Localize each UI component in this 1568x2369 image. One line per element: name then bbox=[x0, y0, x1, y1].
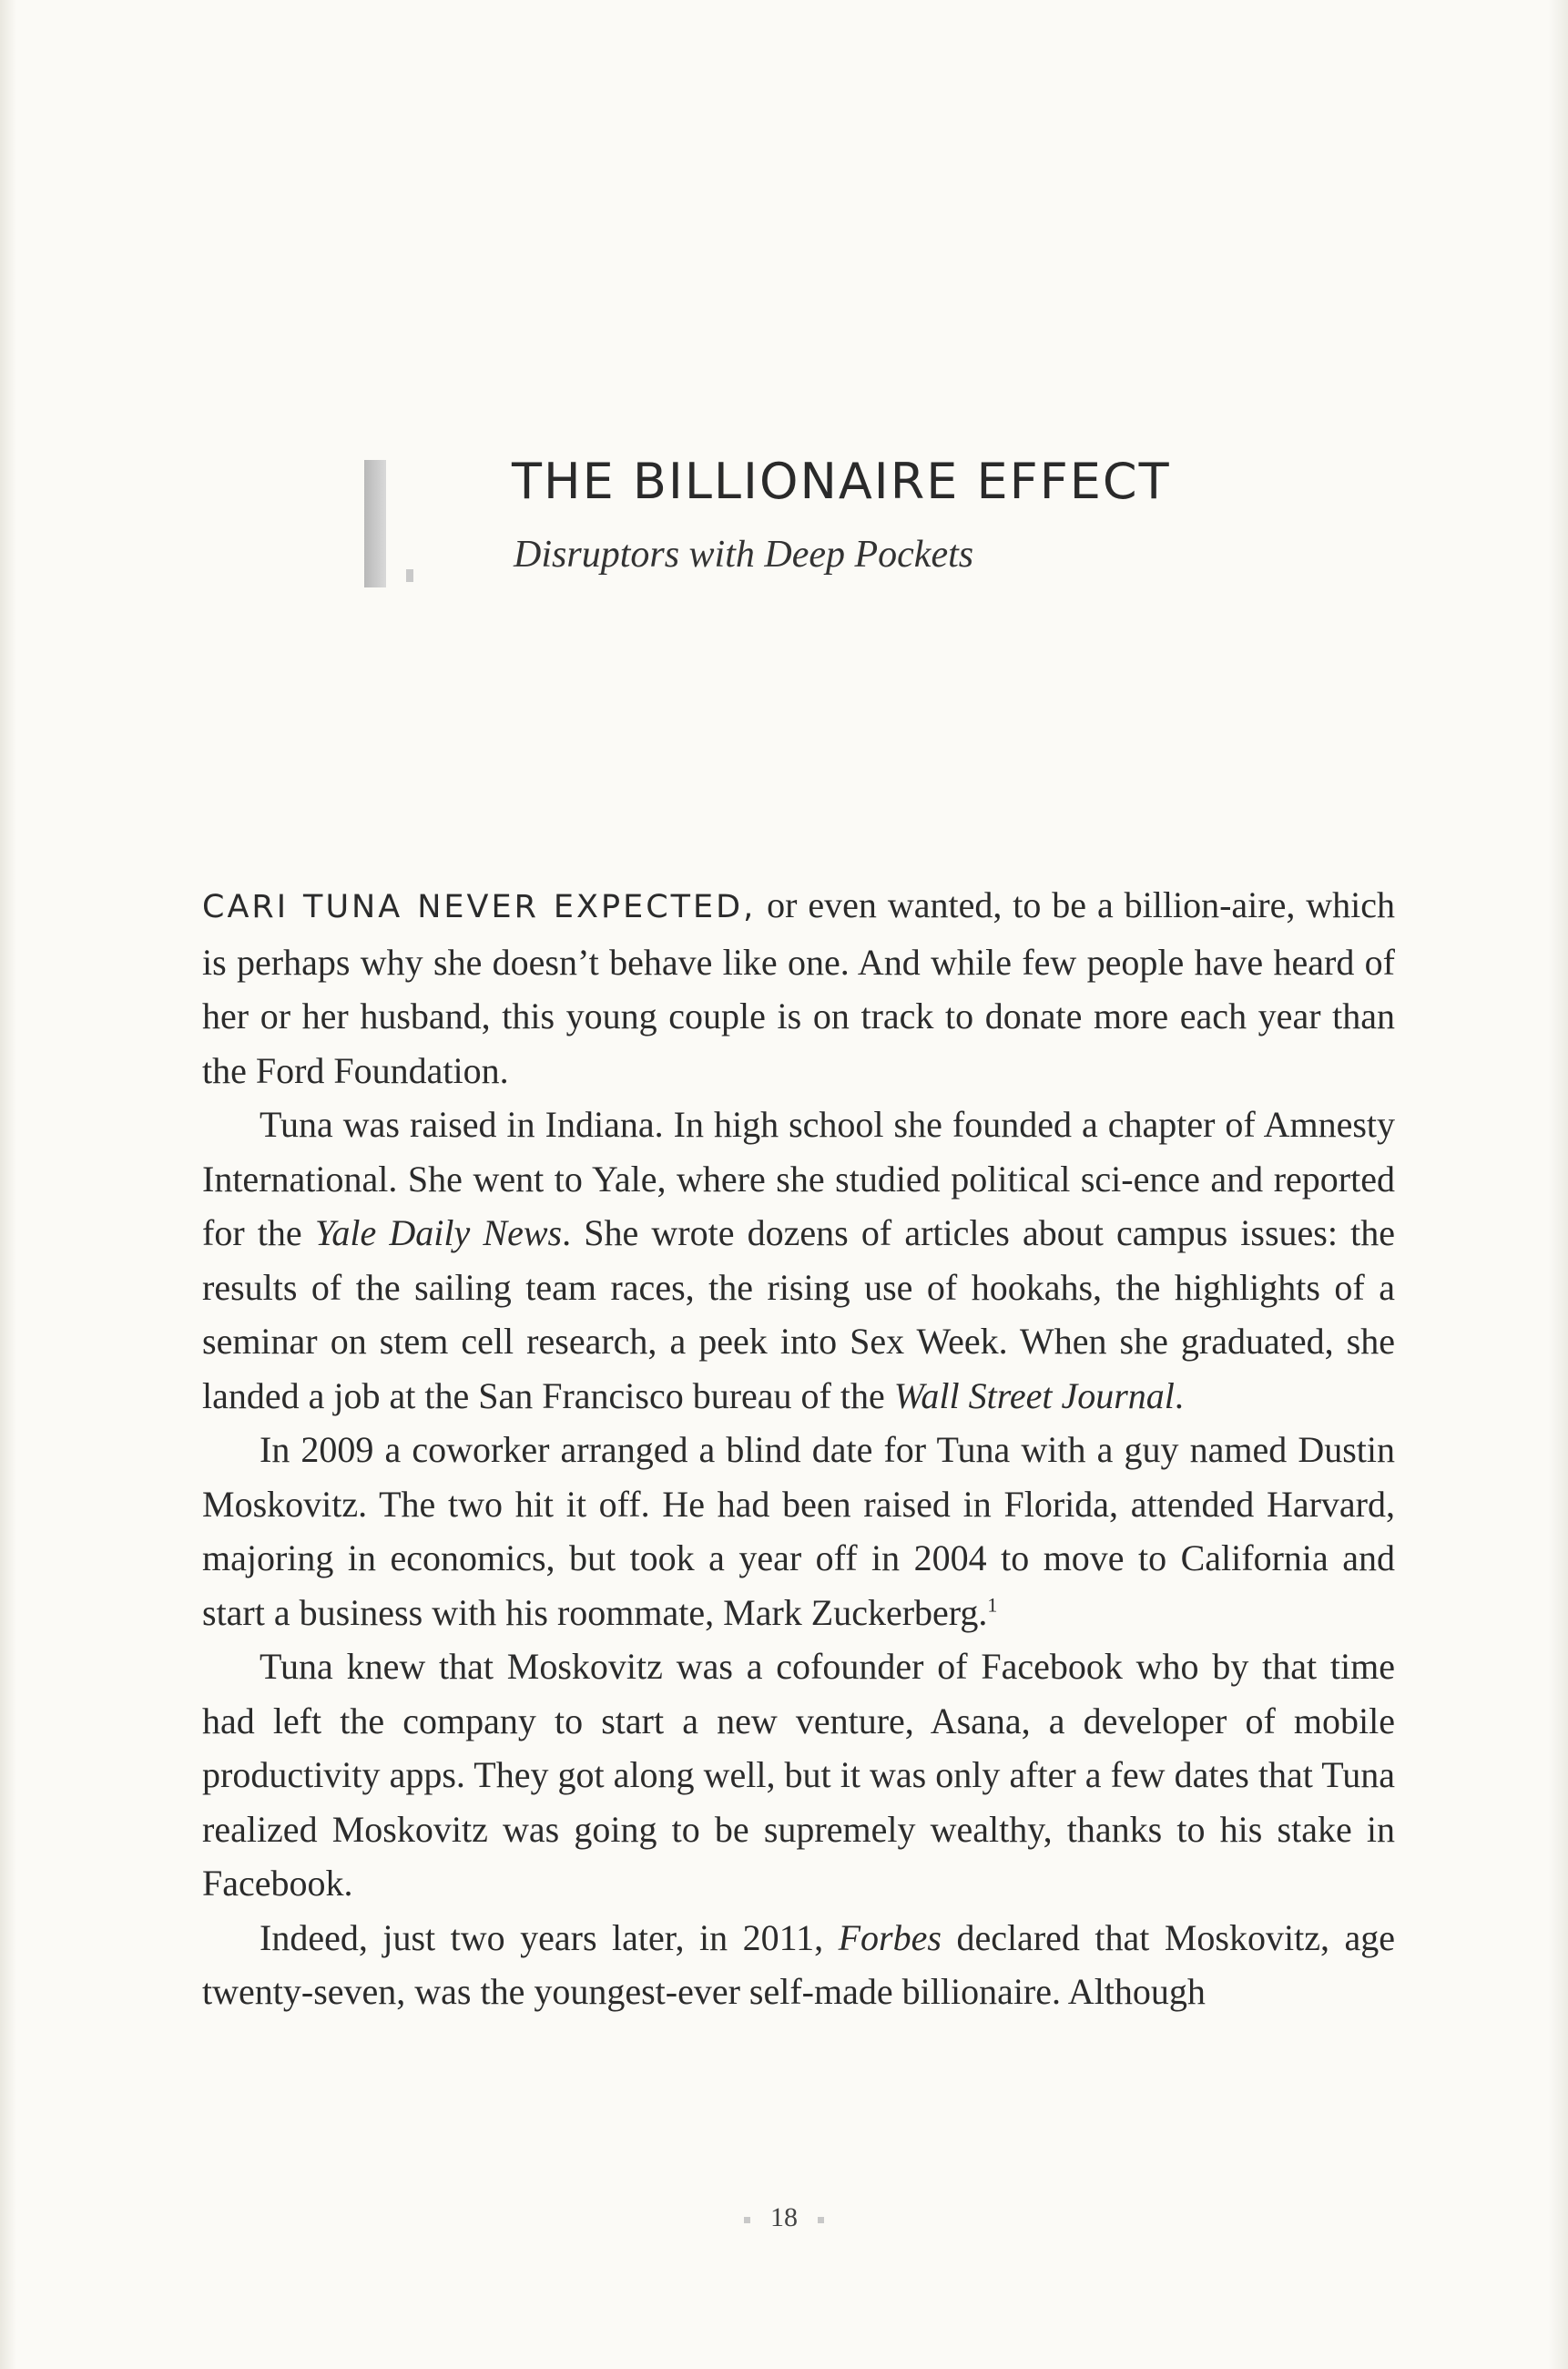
folio-bullet-left bbox=[744, 2217, 750, 2223]
paragraph-5-text-a: Indeed, just two years later, in 2011, bbox=[260, 1916, 839, 1958]
paragraph-4 bbox=[202, 1639, 1395, 1911]
publication-title-wall-street-journal: Wall Street Journal bbox=[893, 1374, 1175, 1416]
page-edge-shadow-left bbox=[0, 0, 16, 2369]
chapter-number-ornament bbox=[364, 460, 437, 597]
folio-bullet-right bbox=[818, 2217, 824, 2223]
publication-title-forbes: Forbes bbox=[838, 1916, 942, 1958]
publication-title-yale-daily-news: Yale Daily News bbox=[314, 1212, 563, 1253]
paragraph-1 bbox=[202, 878, 1395, 1098]
paragraph-5 bbox=[202, 1911, 1395, 2019]
paragraph-2 bbox=[202, 1098, 1395, 1423]
footnote-marker: 1 bbox=[987, 1593, 998, 1617]
page-number: 18 bbox=[770, 2202, 798, 2232]
opening-lead-in: CARI TUNA NEVER EXPECTED, bbox=[202, 889, 757, 925]
page-edge-shadow-right bbox=[1548, 0, 1568, 2369]
paragraph-3-text: In 2009 a coworker arranged a blind date for Tuna with a guy named Dustin Moskovitz. The two hit it off. He had been raised in Florida, attended Harvard, majoring in economics, but took a year off in 2004 to move to California and start a business with his roommate, Mark Zuckerberg. bbox=[202, 1429, 1395, 1633]
chapter-numeral-dot bbox=[406, 569, 413, 582]
chapter-title: THE BILLIONAIRE EFFECT bbox=[512, 453, 1171, 510]
paragraph-5-text-b: declared that Moskovitz, age twenty-seven, was the youngest-ever self-made billionaire. Although bbox=[202, 1916, 1395, 2012]
page-folio bbox=[0, 2202, 1568, 2233]
paragraph-2-text-c: . bbox=[1174, 1374, 1184, 1416]
paragraph-2-text-a: Tuna was raised in Indiana. In high school she founded a chapter of Amnesty International. She went to Yale, where she studied political sci-ence and reported for the bbox=[202, 1104, 1395, 1253]
paragraph-3 bbox=[202, 1423, 1395, 1639]
paragraph-2-text-b: . She wrote dozens of articles about campus issues: the results of the sailing team races, the rising use of hookahs, the highlights of a seminar on stem cell research, a peek into Sex Week. When she graduated, she landed a job at the San Francisco bureau of the bbox=[202, 1212, 1395, 1416]
chapter-numeral-bar bbox=[364, 460, 386, 587]
paragraph-4-text: Tuna knew that Moskovitz was a cofounder of Facebook who by that time had left the company to start a new venture, Asana, a developer of mobile productivity apps. They got along well, but it was only after a few dates that Tuna realized Moskovitz was going to be supremely wealthy, thanks to his stake in Facebook. bbox=[202, 1646, 1395, 1904]
body-text bbox=[202, 878, 1395, 2019]
paragraph-1-text: or even wanted, to be a billion-aire, which is perhaps why she doesn’t behave like one. And while few people have heard of her or her husband, this young couple is on track to donate more each year than the Ford Foundation. bbox=[202, 884, 1395, 1091]
chapter-subtitle: Disruptors with Deep Pockets bbox=[514, 534, 974, 576]
